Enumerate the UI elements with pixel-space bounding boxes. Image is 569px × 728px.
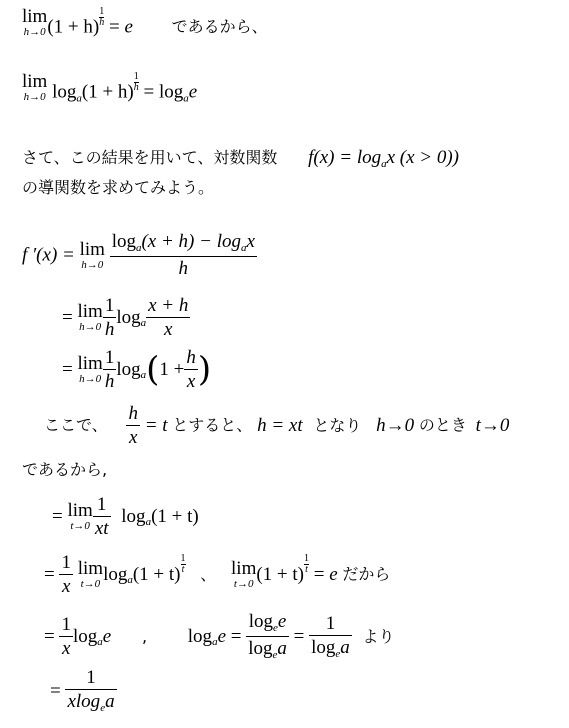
difference-quotient: $\frac{\log_a(x + h) - \log_ax}{h}$ <box>111 231 255 279</box>
line-change-base: = $\frac{1}{x}$ $\log_ae$ , $\log_ae$ = $\frac{\log_ee}{\log_ea}$ = $\frac{1}{\log_ea}$ より <box>44 611 395 661</box>
line-substitution: ここで、 $\frac{h}{x}$ = t とすると、 h = xt となり h→0 のとき t→0 <box>44 403 510 448</box>
line-log-limit: lim h→0 $\log_a(1 + h)$ $\frac{1}{h}$ = $\log_ae$ <box>22 71 198 105</box>
line-step-2: = lim h→0 $\frac{1}{h}$ $\log_a$ $\frac{x + h}{x}$ <box>62 295 189 340</box>
text-de-aru-kara: であるから、 <box>171 17 268 37</box>
lim-operator: lim h→0 <box>79 238 105 271</box>
exponent-1-over-h: $\frac{1}{h}$ <box>99 6 105 28</box>
final-result: $\frac{1}{xlog_ea}$ <box>67 667 115 714</box>
line-intro-2: の導関数を求めてみよう。 <box>22 178 215 197</box>
line-step-t: = lim t→0 $\frac{1}{xt}$ $\log_a(1 + t)$ <box>52 494 199 539</box>
line-derivative-def: f ′(x) = lim h→0 $\frac{\log_a(x + h) - \log_ax}{h}$ <box>22 231 255 279</box>
line-step-3: = lim h→0 $\frac{1}{h}$ $\log_a(1$ + $\frac{h}{x}$ ) <box>62 347 212 392</box>
line-intro: さて、この結果を用いて、対数関数 $f(x) = \log_ax$ (x > 0)) <box>22 147 460 170</box>
exponent-1-over-h: $\frac{1}{h}$ <box>133 71 139 93</box>
line-result: = $\frac{1}{xlog_ea}$ <box>50 667 115 714</box>
line-step-limit-t: = $\frac{1}{x}$ lim t→0 $\log_a(1 + t)$ $\frac{1}{t}$ 、 lim t→0 (1 + t) $\frac{1}{t}$ = e だから <box>44 552 391 597</box>
line-de-aru-kara: であるから, <box>22 460 108 479</box>
line-limit-def: lim h→0 (1 + h) $\frac{1}{h}$ = e であるから、 <box>22 6 268 38</box>
lim-operator: lim h→0 <box>22 71 48 103</box>
lim-operator: lim h→0 <box>22 6 48 38</box>
